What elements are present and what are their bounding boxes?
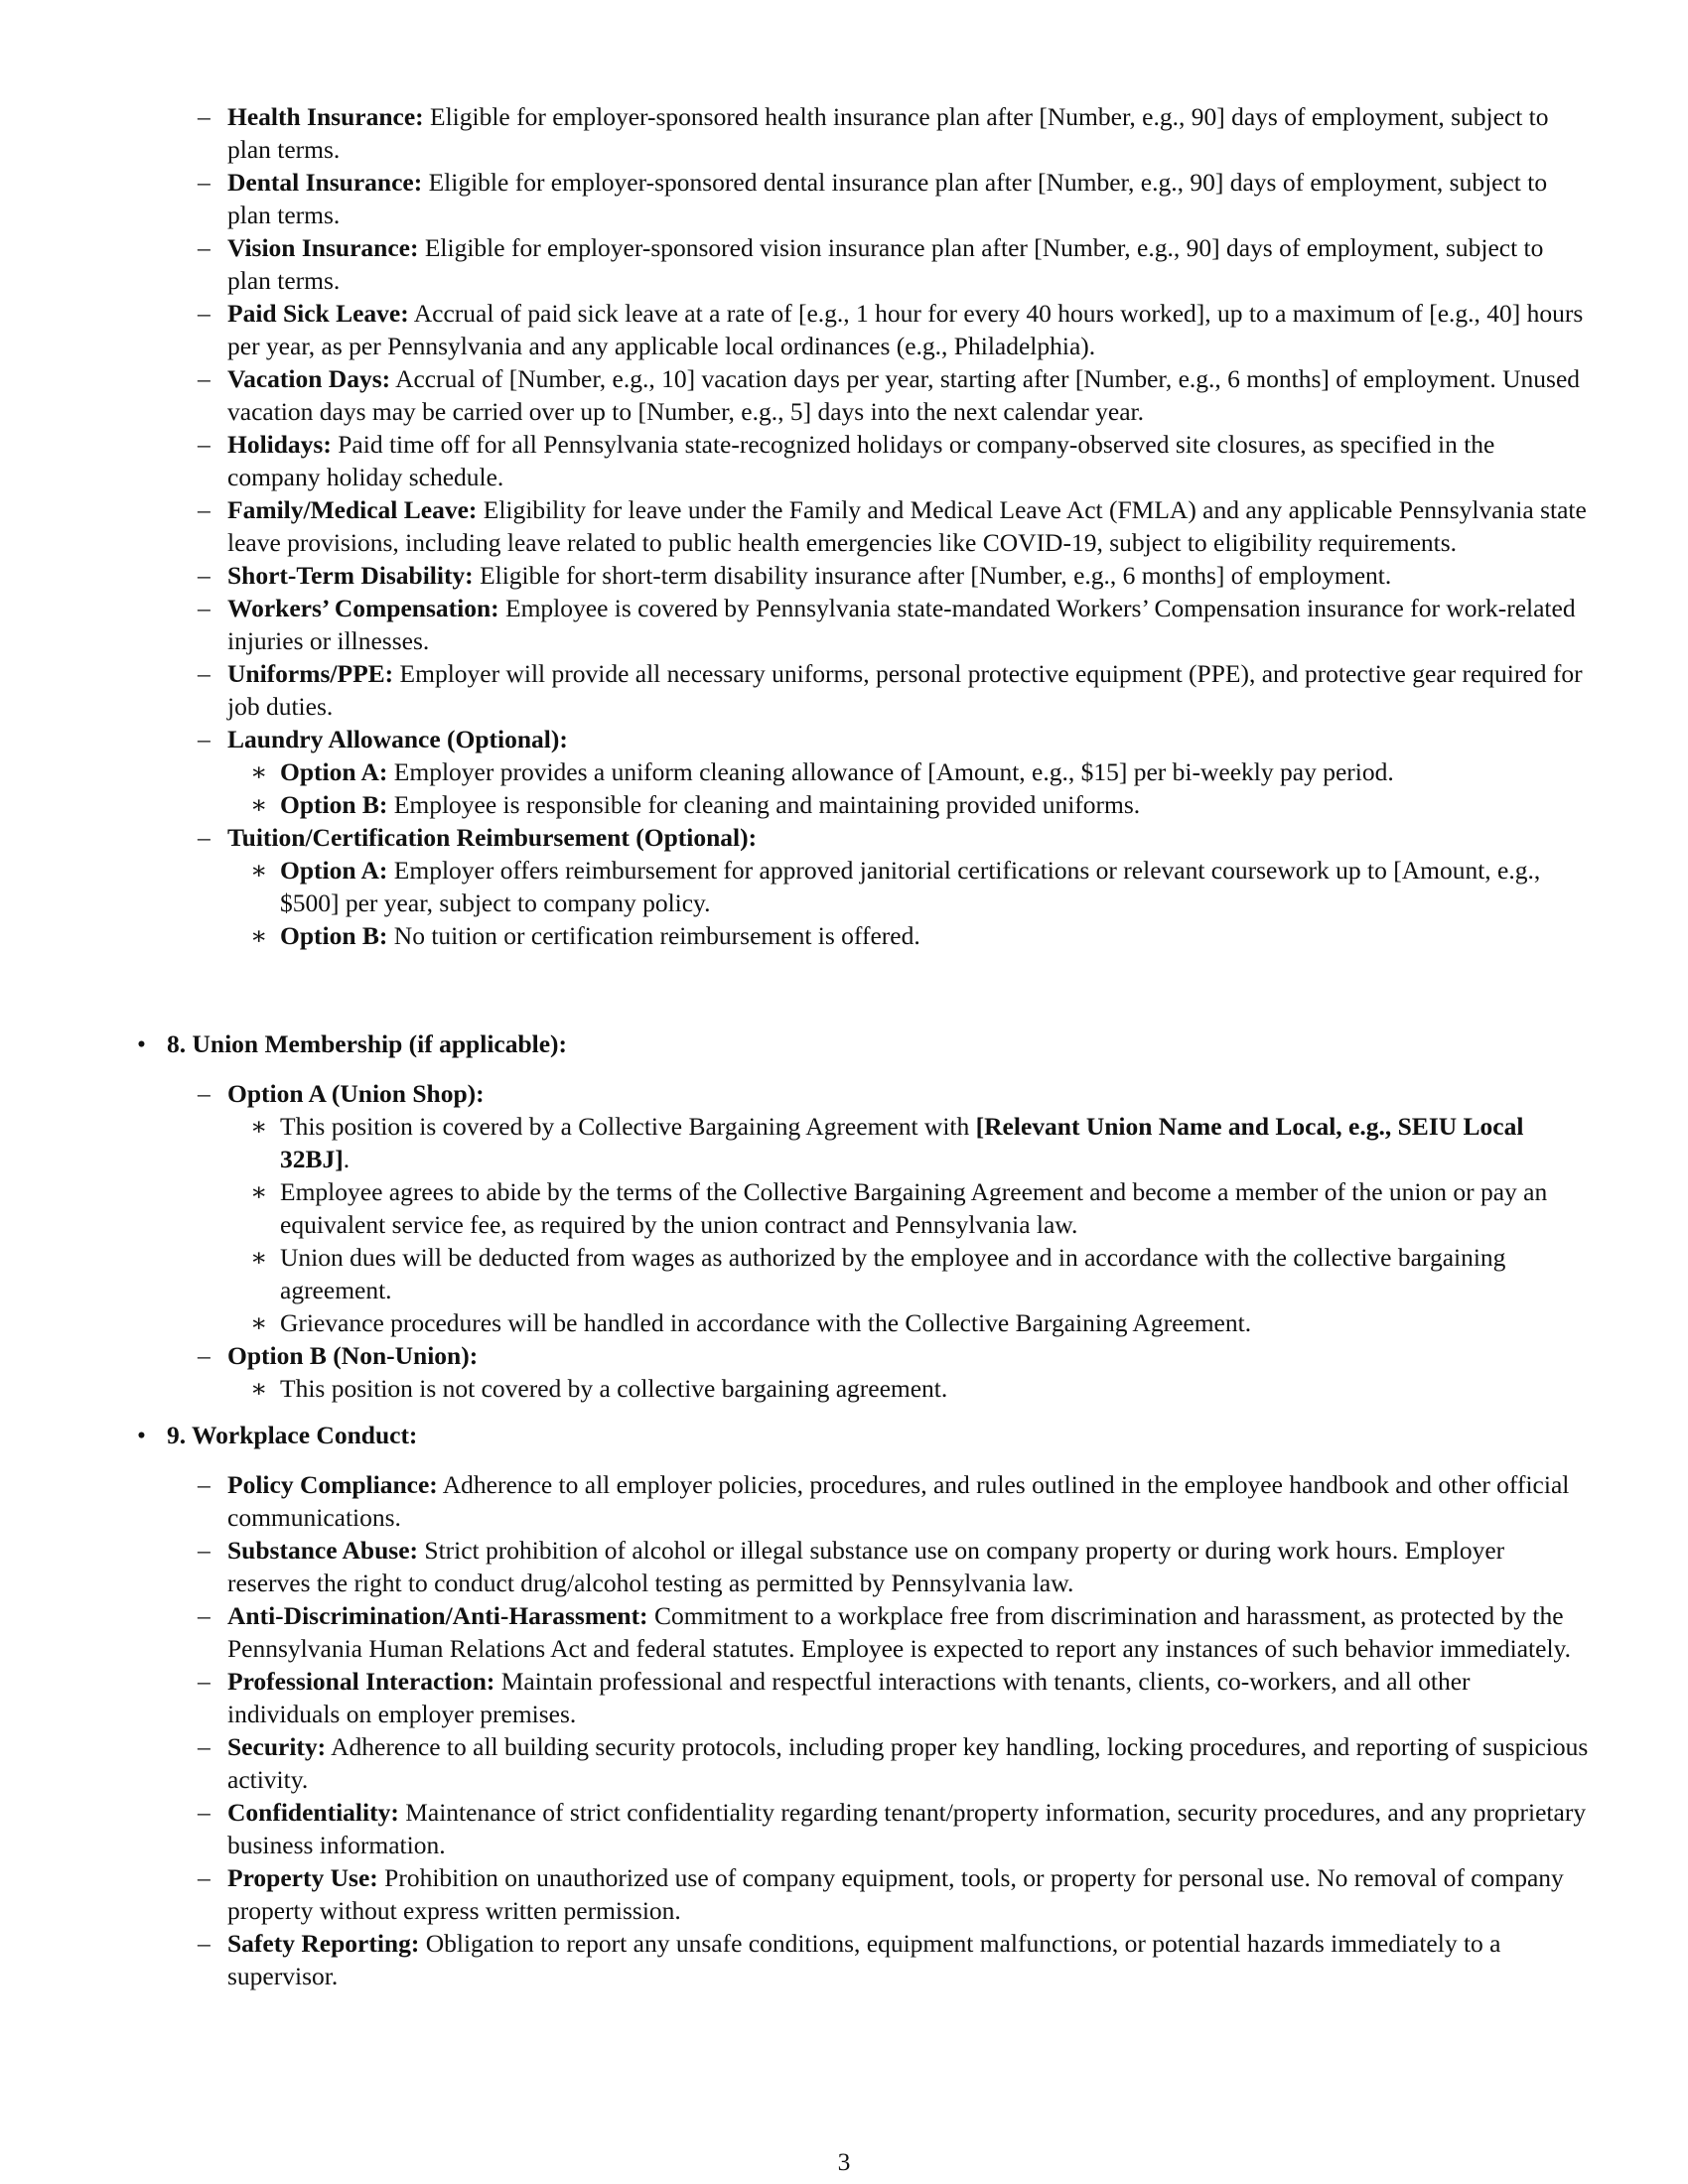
conduct-item [227, 1665, 1589, 1730]
benefit-item [227, 297, 1589, 362]
benefit-item [227, 428, 1589, 493]
workplace-conduct-section [137, 1419, 1589, 1992]
benefit-label: Dental Insurance: [227, 168, 423, 197]
option-text: Employee is responsible for cleaning and maintaining provided uniforms. [387, 790, 1141, 819]
benefit-item [227, 231, 1589, 297]
union-section-body [227, 1077, 1589, 1405]
conduct-text: Adherence to all building security protocols, including proper key handling, locking procedures, and reporting of suspicious activity. [227, 1732, 1589, 1794]
union-membership-section [137, 1027, 1589, 1405]
laundry-allowance-label: Laundry Allowance (Optional): [227, 725, 568, 753]
conduct-list [227, 1468, 1589, 1992]
benefit-text: Employer will provide all necessary uniforms, personal protective equipment (PPE), and protective gear required for job duties. [227, 659, 1583, 721]
tuition-reimbursement-item [227, 821, 1589, 952]
item-text: Union dues will be deducted from wages as authorized by the employee and in accordance with the collective bargaining agreement. [280, 1243, 1506, 1304]
tuition-option-a [280, 854, 1589, 919]
benefit-label: Health Insurance: [227, 102, 424, 131]
conduct-label: Property Use: [227, 1863, 378, 1892]
item-text: Employee agrees to abide by the terms of the Collective Bargaining Agreement and become a member of the union or pay an equivalent service fee, as required by the union contract and Pennsylvania law. [280, 1177, 1548, 1239]
benefit-item [227, 493, 1589, 559]
benefit-item [227, 362, 1589, 428]
conduct-label: Confidentiality: [227, 1798, 399, 1827]
conduct-label: Professional Interaction: [227, 1667, 495, 1696]
union-option-a-item [280, 1175, 1589, 1241]
option-text: Employer offers reimbursement for approved janitorial certifications or relevant coursework up to [Amount, e.g., $500] per year, subject to company policy. [280, 856, 1541, 917]
section-heading: • 8. Union Membership (if applicable): [137, 1027, 1589, 1060]
union-options-list [227, 1077, 1589, 1405]
laundry-option-a [280, 755, 1589, 788]
conduct-text: Prohibition on unauthorized use of company equipment, tools, or property for personal use. No removal of company property without express written permission. [227, 1863, 1564, 1925]
conduct-text: Commitment to a workplace free from discrimination and harassment, as protected by the Pennsylvania Human Relations Act and federal statutes. Employee is expected to report any instances of such behavior immediately. [227, 1601, 1571, 1663]
benefit-text: Paid time off for all Pennsylvania state-recognized holidays or company-observed site closures, as specified in the company holiday schedule. [227, 430, 1495, 491]
item-text: . [343, 1145, 351, 1173]
benefit-text: Eligible for employer-sponsored health insurance plan after [Number, e.g., 90] days of employment, subject to plan terms. [227, 102, 1549, 164]
option-label: Option A: [280, 856, 388, 885]
benefit-text: Employee is covered by Pennsylvania state-mandated Workers’ Compensation insurance for work-related injuries or illnesses. [227, 594, 1576, 655]
item-text: This position is not covered by a collective bargaining agreement. [280, 1374, 948, 1403]
conduct-label: Safety Reporting: [227, 1929, 420, 1958]
option-text: Employer provides a uniform cleaning allowance of [Amount, e.g., $15] per bi-weekly pay period. [387, 757, 1394, 786]
item-text: This position is covered by a Collective Bargaining Agreement with [280, 1112, 976, 1141]
union-option-b-items [227, 1372, 1589, 1405]
benefit-text: Eligible for employer-sponsored vision insurance plan after [Number, e.g., 90] days of employment, subject to plan terms. [227, 233, 1544, 295]
conduct-text: Adherence to all employer policies, procedures, and rules outlined in the employee handbook and other official communications. [227, 1470, 1570, 1532]
benefit-item [227, 592, 1589, 657]
union-option-a-item [280, 1241, 1589, 1306]
benefit-label: Vision Insurance: [227, 233, 419, 262]
benefit-item [227, 559, 1589, 592]
benefit-text: Eligibility for leave under the Family and Medical Leave Act (FMLA) and any applicable Pennsylvania state leave provisions, including leave related to public health emergencies like COVID-19, subject to eligibility requirements. [227, 495, 1587, 557]
laundry-allowance-item [227, 723, 1589, 821]
conduct-text: Obligation to report any unsafe conditions, equipment malfunctions, or potential hazards immediately to a supervisor. [227, 1929, 1501, 1990]
laundry-options-list [227, 755, 1589, 821]
benefit-label: Uniforms/PPE: [227, 659, 394, 688]
option-label: Option A: [280, 757, 388, 786]
option-label: Option B: [280, 921, 388, 950]
conduct-item [227, 1468, 1589, 1534]
benefit-label: Workers’ Compensation: [227, 594, 499, 622]
benefits-list-block [227, 100, 1589, 952]
union-option-a-item [280, 1306, 1589, 1339]
benefits-list [227, 100, 1589, 952]
benefit-label: Vacation Days: [227, 364, 391, 393]
tuition-option-b [280, 919, 1589, 952]
union-name-placeholder: [Relevant Union Name and Local, e.g., SEIU Local 32BJ] [280, 1112, 1524, 1173]
conduct-text: Strict prohibition of alcohol or illegal substance use on company property or during work hours. Employer reserves the right to conduct drug/alcohol testing as permitted by Pennsylvania law. [227, 1536, 1505, 1597]
conduct-item [227, 1927, 1589, 1992]
conduct-item [227, 1599, 1589, 1665]
conduct-item [227, 1730, 1589, 1796]
page-number: 3 [837, 2147, 851, 2176]
union-option-a [227, 1077, 1589, 1339]
benefit-label: Family/Medical Leave: [227, 495, 478, 524]
benefit-text: Accrual of paid sick leave at a rate of [e.g., 1 hour for every 40 hours worked], up to a maximum of [e.g., 40] hours per year, as per Pennsylvania and any applicable local ordinances (e.g., Philadelphia). [227, 299, 1584, 360]
benefit-item [227, 100, 1589, 166]
benefit-label: Holidays: [227, 430, 332, 459]
conduct-item [227, 1861, 1589, 1927]
conduct-label: Substance Abuse: [227, 1536, 419, 1565]
conduct-label: Policy Compliance: [227, 1470, 438, 1499]
tuition-reimbursement-label: Tuition/Certification Reimbursement (Optional): [227, 823, 758, 852]
union-option-b-item [280, 1372, 1589, 1405]
benefit-text: Eligible for employer-sponsored dental insurance plan after [Number, e.g., 90] days of employment, subject to plan terms. [227, 168, 1548, 229]
benefit-item [227, 166, 1589, 231]
option-label: Option A (Union Shop): [227, 1079, 485, 1108]
benefit-text: Accrual of [Number, e.g., 10] vacation days per year, starting after [Number, e.g., 6 months] of employment. Unused vacation days may be carried over up to [Number, e.g., 5] days into the next calendar year. [227, 364, 1581, 426]
tuition-options-list [227, 854, 1589, 952]
conduct-section-body [227, 1468, 1589, 1992]
conduct-label: Anti-Discrimination/Anti-Harassment: [227, 1601, 648, 1630]
conduct-label: Security: [227, 1732, 327, 1761]
option-label: Option B: [280, 790, 388, 819]
section-heading: • 9. Workplace Conduct: [137, 1419, 1589, 1451]
conduct-text: Maintain professional and respectful interactions with tenants, clients, co-workers, and all other individuals on employer premises. [227, 1667, 1471, 1728]
benefit-label: Paid Sick Leave: [227, 299, 409, 328]
union-option-b [227, 1339, 1589, 1405]
benefit-label: Short-Term Disability: [227, 561, 474, 590]
option-label: Option B (Non-Union): [227, 1341, 479, 1370]
option-text: No tuition or certification reimbursement is offered. [387, 921, 920, 950]
union-option-a-item [280, 1110, 1589, 1175]
item-text: Grievance procedures will be handled in accordance with the Collective Bargaining Agreement. [280, 1308, 1252, 1337]
benefit-item [227, 657, 1589, 723]
laundry-option-b [280, 788, 1589, 821]
conduct-text: Maintenance of strict confidentiality regarding tenant/property information, security procedures, and any proprietary business information. [227, 1798, 1587, 1859]
conduct-item [227, 1796, 1589, 1861]
benefit-text: Eligible for short-term disability insurance after [Number, e.g., 6 months] of employment. [473, 561, 1392, 590]
conduct-item [227, 1534, 1589, 1599]
union-option-a-items [227, 1110, 1589, 1339]
